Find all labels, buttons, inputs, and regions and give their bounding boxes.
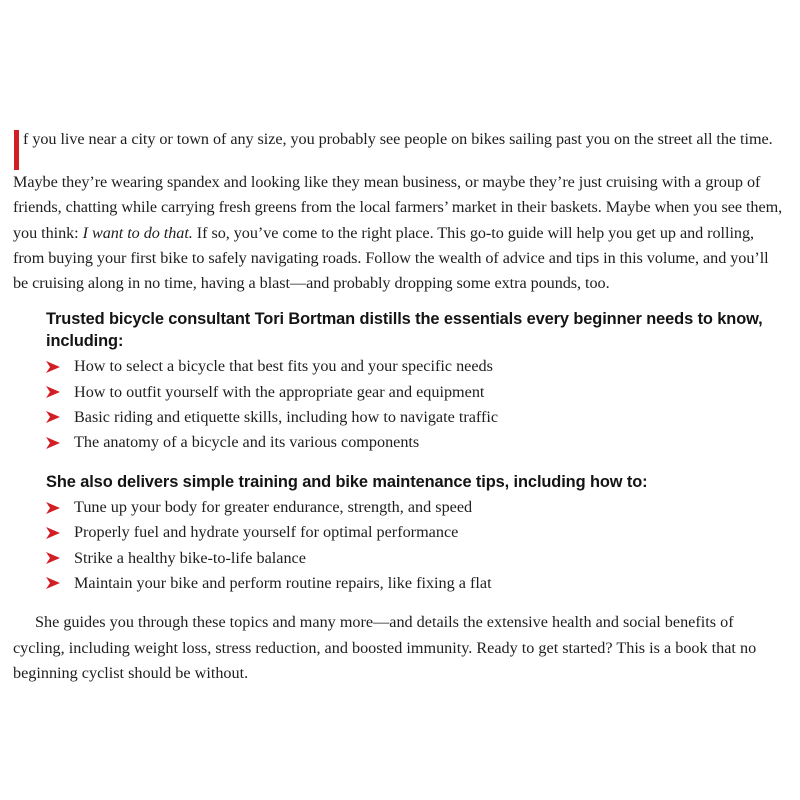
list-item-text: How to outfit yourself with the appropriate gear and equipment (74, 382, 485, 401)
essentials-section (46, 308, 787, 455)
list-item-text: Properly fuel and hydrate yourself for optimal performance (74, 523, 459, 542)
closing-paragraph: She guides you through these topics and many more—and details the extensive health and social benefits of cycling, including weight loss, stress reduction, and boosted immunity. Ready to get started? This is a book that no beginning cyclist should be without. (13, 612, 757, 683)
list-item-text: How to select a bicycle that best fits you and your specific needs (74, 357, 493, 376)
red-arrowhead-icon (46, 527, 60, 539)
list-item (46, 520, 787, 545)
intro-emphasis: I want to do that. (82, 223, 193, 242)
drop-cap-bar-icon (14, 130, 19, 170)
red-arrowhead-icon (46, 502, 60, 514)
list-item (46, 546, 787, 571)
red-arrowhead-icon (46, 577, 60, 589)
list-item (46, 380, 787, 405)
list-item (46, 571, 787, 596)
training-section (46, 471, 787, 596)
training-list (46, 495, 787, 596)
list-item-text: Basic riding and etiquette skills, including how to navigate traffic (74, 407, 499, 426)
red-arrowhead-icon (46, 411, 60, 423)
training-heading: She also delivers simple training and bike maintenance tips, including how to: (46, 473, 648, 492)
intro-paragraph (13, 127, 787, 296)
intro-text-2: If so, you’ve come to the right place. This go-to guide will help you get up and rolling, from buying your first bike to safely navigating roads. Follow the wealth of advice and tips in this volume, and you’ll be cruising along in no time, having a blast—and probably dropping some extra pounds, too. (13, 223, 769, 293)
essentials-heading: Trusted bicycle consultant Tori Bortman distills the essentials every beginner needs to know, including: (46, 310, 763, 351)
list-item (46, 405, 787, 430)
red-arrowhead-icon (46, 361, 60, 373)
intro-text-1: f you live near a city or town of any size, you probably see people on bikes sailing past you on the street all the time. Maybe they’re wearing spandex and looking like they mean business, or maybe they’re just cruising with a group of friends, chatting while carrying fresh greens from the local farmers’ market in their baskets. Maybe when you see them, you think: (13, 130, 783, 242)
list-item (46, 495, 787, 520)
list-item-text: Strike a healthy bike-to-life balance (74, 548, 306, 567)
red-arrowhead-icon (46, 552, 60, 564)
book-description (13, 127, 787, 687)
list-item-text: Tune up your body for greater endurance, strength, and speed (74, 498, 473, 517)
essentials-list (46, 354, 787, 455)
list-item (46, 430, 787, 455)
red-arrowhead-icon (46, 386, 60, 398)
list-item-text: Maintain your bike and perform routine repairs, like fixing a flat (74, 573, 492, 592)
red-arrowhead-icon (46, 437, 60, 449)
list-item-text: The anatomy of a bicycle and its various components (74, 433, 420, 452)
list-item (46, 354, 787, 379)
